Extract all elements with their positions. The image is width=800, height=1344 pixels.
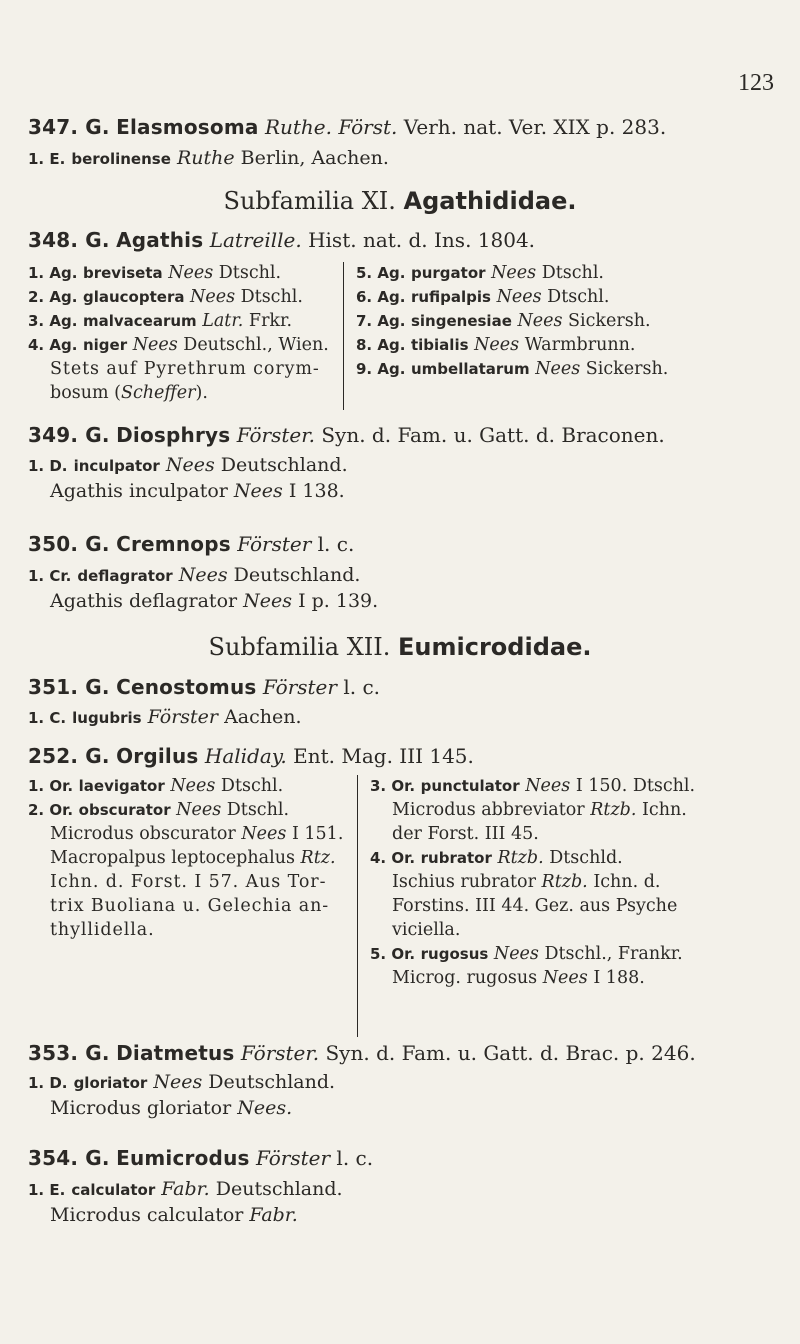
note-line: Forstins. III 44. Gez. aus Psyche	[392, 896, 678, 916]
page-number: 123	[738, 70, 774, 96]
genus-name: Diosphrys	[116, 423, 231, 447]
genus-name: Orgilus	[116, 744, 199, 768]
column-divider	[357, 775, 358, 1037]
genus-heading-352: 252. G. Orgilus Haliday. Ent. Mag. III 145.	[28, 744, 474, 768]
genus-heading-349: 349. G. Diosphrys Förster. Syn. d. Fam. u. Gatt. d. Braconen.	[28, 423, 665, 447]
synonym-line: Microdus calculator Fabr.	[50, 1204, 298, 1226]
species-note: bosum (Scheffer).	[50, 383, 208, 403]
species-entry: 9. Ag. umbellatarum Nees Sickersh.	[356, 359, 669, 379]
species-entry: 3. Or. punctulator Nees I 150. Dtschl.	[370, 776, 696, 796]
species-entry: 1. D. gloriator Nees Deutschland.	[28, 1071, 336, 1093]
species-column-right	[356, 261, 776, 381]
synonym-line: Agathis inculpator Nees I 138.	[50, 480, 345, 502]
species-entry: 3. Ag. malvacearum Latr. Frkr.	[28, 311, 293, 331]
synonym-line: Agathis deflagrator Nees I p. 139.	[50, 590, 379, 612]
synonym-line: Macropalpus leptocephalus Rtz.	[50, 848, 336, 868]
genus-name: Agathis	[116, 228, 204, 252]
genus-reference: Verh. nat. Ver. XIX p. 283.	[403, 115, 667, 139]
species-entry: 1. Ag. breviseta Nees Dtschl.	[28, 263, 282, 283]
synonym-line: Microdus obscurator Nees I 151.	[50, 824, 344, 844]
species-entry: 1. D. inculpator Nees Deutschland.	[28, 454, 348, 476]
species-column-left	[28, 774, 348, 942]
species-column-left	[28, 261, 346, 405]
column-divider	[343, 262, 344, 410]
note-line: thyllidella.	[50, 920, 155, 940]
genus-name: Cremnops	[116, 532, 231, 556]
genus-name: Diatmetus	[116, 1041, 235, 1065]
genus-heading-354: 354. G. Eumicrodus Förster l. c.	[28, 1146, 374, 1170]
species-note: Stets auf Pyrethrum corym-	[50, 359, 320, 379]
genus-name: Cenostomus	[116, 675, 257, 699]
synonym-line: Microdus abbreviator Rtzb. Ichn.	[392, 800, 687, 820]
species-entry: 1. E. berolinense Ruthe Berlin, Aachen.	[28, 147, 389, 169]
genus-heading-350: 350. G. Cremnops Förster l. c.	[28, 532, 355, 556]
species-entry: 5. Or. rugosus Nees Dtschl., Frankr.	[370, 944, 683, 964]
genus-heading-353: 353. G. Diatmetus Förster. Syn. d. Fam. u. Gatt. d. Brac. p. 246.	[28, 1041, 696, 1065]
species-entry: 2. Ag. glaucoptera Nees Dtschl.	[28, 287, 303, 307]
note-line: viciella.	[392, 920, 461, 940]
subfamily-heading-xii: Subfamilia XII. Eumicrodidae.	[208, 633, 592, 661]
species-name: berolinense	[71, 150, 171, 168]
genus-name: Eumicrodus	[116, 1146, 250, 1170]
species-entry: 6. Ag. rufipalpis Nees Dtschl.	[356, 287, 610, 307]
genus-heading-351: 351. G. Cenostomus Förster l. c.	[28, 675, 380, 699]
note-line: Ichn. d. Forst. I 57. Aus Tor-	[50, 872, 327, 892]
note-line: der Forst. III 45.	[392, 824, 539, 844]
species-entry: 8. Ag. tibialis Nees Warmbrunn.	[356, 335, 636, 355]
species-entry: 4. Ag. niger Nees Deutschl., Wien.	[28, 335, 329, 355]
species-entry: 4. Or. rubrator Rtzb. Dtschld.	[370, 848, 623, 868]
synonym-line: Ischius rubrator Rtzb. Ichn. d.	[392, 872, 661, 892]
genus-name: Elasmosoma	[116, 115, 259, 139]
species-entry: 1. Cr. deflagrator Nees Deutschland.	[28, 564, 361, 586]
species-entry: 1. E. calculator Fabr. Deutschland.	[28, 1178, 343, 1200]
species-entry: 5. Ag. purgator Nees Dtschl.	[356, 263, 604, 283]
species-column-right	[370, 774, 780, 990]
genus-heading-347	[28, 115, 666, 139]
genus-number: 347. G.	[28, 115, 110, 139]
species-entry: 7. Ag. singenesiae Nees Sickersh.	[356, 311, 651, 331]
species-entry: 1. Or. laevigator Nees Dtschl.	[28, 776, 284, 796]
note-line: trix Buoliana u. Gelechia an-	[50, 896, 330, 916]
synonym-line: Microg. rugosus Nees I 188.	[392, 968, 645, 988]
genus-author: Ruthe. Först.	[264, 115, 398, 139]
genus-heading-348: 348. G. Agathis Latreille. Hist. nat. d. Ins. 1804.	[28, 228, 536, 252]
species-entry: 2. Or. obscurator Nees Dtschl.	[28, 800, 290, 820]
synonym-line: Microdus gloriator Nees.	[50, 1097, 293, 1119]
subfamily-heading-xi: Subfamilia XI. Agathididae.	[223, 187, 577, 215]
species-entry: 1. C. lugubris Förster Aachen.	[28, 706, 302, 728]
